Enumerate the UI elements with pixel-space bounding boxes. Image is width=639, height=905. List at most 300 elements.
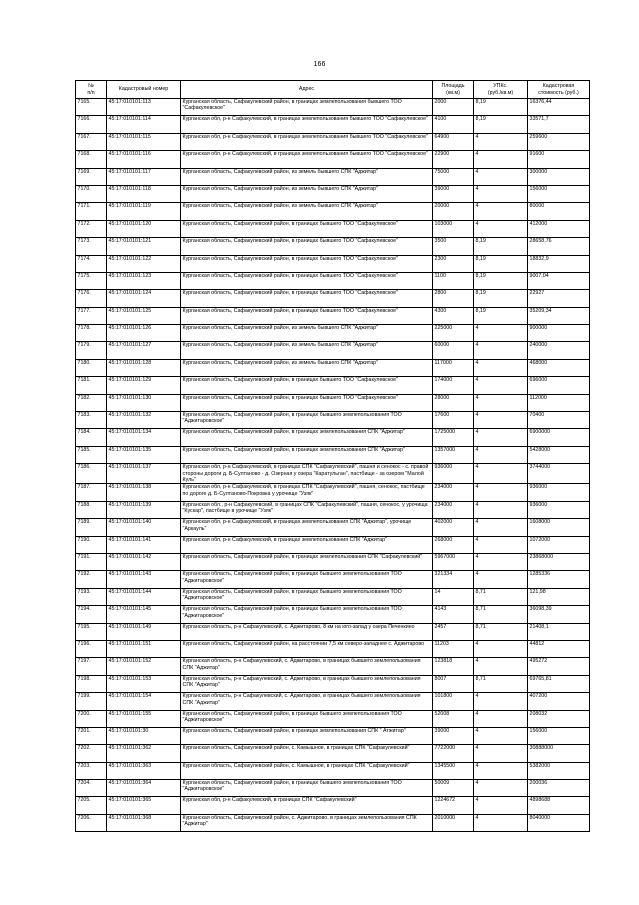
row-number-cell: 7185. (76, 446, 107, 463)
address-cell: Курганская обл, р-н Сафакулевский, в границах СПК "Сафакулевский", пашня, сенокос, пастбище по дороге д. Б-Султаново-Покровка у урочище "Узяк" (181, 484, 433, 501)
address-cell: Курганская область, Сафакулевский район, в границах землепользования бывшего ТОО "Сафакулевское" (181, 99, 433, 116)
upks-cell: 4 (474, 780, 528, 797)
row-number-cell: 7184. (76, 429, 107, 446)
page-number: 166 (313, 61, 326, 68)
cadastral-cost-cell: 21408,1 (528, 623, 590, 640)
upks-cell: 4 (474, 536, 528, 553)
cadastral-number-cell: 45:17:010101:126 (107, 325, 181, 342)
upks-cell: 4 (474, 133, 528, 150)
area-cell: 7722000 (433, 745, 474, 762)
upks-cell: 4 (474, 553, 528, 570)
cadastral-cost-cell: 240000 (528, 342, 590, 359)
area-cell: 11203 (433, 640, 474, 657)
cadastral-cost-cell: 18832,9 (528, 255, 590, 272)
address-cell: Курганская область, Сафакулевский район, в границах бывшего ТОО "Сафакулевское" (181, 377, 433, 394)
cadastral-cost-cell: 259600 (528, 133, 590, 150)
cadastral-cost-cell: 468000 (528, 359, 590, 376)
cadastral-cost-cell: 22927 (528, 290, 590, 307)
cadastral-number-cell: 45:17:010101:368 (107, 814, 181, 831)
upks-cell: 4 (474, 359, 528, 376)
area-cell: 75000 (433, 168, 474, 185)
cadastral-number-cell: 45:17:010101:137 (107, 464, 181, 484)
cadastral-number-cell: 45:17:010101:124 (107, 290, 181, 307)
header-cadastral-number: Кадастровый номер (107, 81, 181, 99)
upks-cell: 4 (474, 658, 528, 675)
cadastral-table (75, 80, 590, 832)
address-cell: Курганская область, р-н Сафакулевский, с. Аджитарово, в границах бывшего землепользования СПК "Аджитар" (181, 693, 433, 710)
address-cell: Курганская область, Сафакулевский район, в границах землепользования СПК "Аджитар" (181, 446, 433, 463)
cadastral-cost-cell: 70400 (528, 412, 590, 429)
upks-cell: 4 (474, 429, 528, 446)
cadastral-number-cell: 45:17:010101:151 (107, 640, 181, 657)
cadastral-cost-cell: 23868000 (528, 553, 590, 570)
area-cell: 2457 (433, 623, 474, 640)
area-cell: 225000 (433, 325, 474, 342)
address-cell: Курганская обл, р-н Сафакулевский, в границах землепользования бывшего ТОО "Сафакулевское" (181, 133, 433, 150)
row-number-cell: 7182. (76, 394, 107, 411)
row-number-cell: 7174. (76, 255, 107, 272)
cadastral-cost-cell: 36098,39 (528, 606, 590, 623)
cadastral-number-cell: 45:17:010101:149 (107, 623, 181, 640)
cadastral-cost-cell: 33571,7 (528, 116, 590, 133)
address-cell: Курганская область, Сафакулевский район, из земель бывшего СПК "Аджитар" (181, 342, 433, 359)
row-number-cell: 7169. (76, 168, 107, 185)
address-cell: Курганская область, Сафакулевский район, в границах землепользования СПК "Аджитар" (181, 429, 433, 446)
area-cell: 52008 (433, 710, 474, 727)
cadastral-number-cell: 45:17:010101:30 (107, 727, 181, 744)
table-row (76, 429, 590, 446)
address-cell: Курганская область, Сафакулевский район, в границах бывшего ТОО "Сафакулевское" (181, 220, 433, 237)
upks-cell: 8,19 (474, 99, 528, 116)
row-number-cell: 7198. (76, 675, 107, 692)
address-cell: Курганская обл, р-н Сафакулевский, в границах землепользования бывшего ТОО "Сафакулевское" (181, 116, 433, 133)
row-number-cell: 7195. (76, 623, 107, 640)
address-cell: Курганская область, Сафакулевский район, в границах бывшего ТОО "Сафакулевское" (181, 290, 433, 307)
address-cell: Курганская обл, р-н Сафакулевский, в границах СПК "Сафакулевский", пашня и сенокос - с. правой стороны дороги д. Б-Султаново - д. Озерная у озера "Каратульган", пастбище - за озером "Малой Куль" (181, 464, 433, 484)
address-cell: Курганская область, Сафакулевский район, с. Аджитарово, в границах землепользования СПК "Аджитар" (181, 814, 433, 831)
row-number-cell: 7196. (76, 640, 107, 657)
table-row (76, 342, 590, 359)
table-header-row (76, 81, 590, 99)
row-number-cell: 7172. (76, 220, 107, 237)
cadastral-cost-cell: 30888000 (528, 745, 590, 762)
table-row (76, 290, 590, 307)
table-row (76, 255, 590, 272)
upks-cell: 8,71 (474, 623, 528, 640)
area-cell: 17600 (433, 412, 474, 429)
area-cell: 2000 (433, 99, 474, 116)
upks-cell: 4 (474, 168, 528, 185)
table-row (76, 588, 590, 605)
cadastral-cost-cell: 156000 (528, 185, 590, 202)
address-cell: Курганская область, Сафакулевский район, на расстоянии 7,5 км северо-западнее с. Аджитарово (181, 640, 433, 657)
address-cell: Курганская область, Сафакулевский район, в границах бывшего ТОО "Сафакулевское" (181, 394, 433, 411)
cadastral-number-cell: 45:17:010101:117 (107, 168, 181, 185)
row-number-cell: 7180. (76, 359, 107, 376)
cadastral-number-cell: 45:17:010101:152 (107, 658, 181, 675)
cadastral-cost-cell: 44812 (528, 640, 590, 657)
table-row (76, 307, 590, 324)
upks-cell: 4 (474, 464, 528, 484)
upks-cell: 4 (474, 727, 528, 744)
address-cell: Курганская обл., р-н Сафакулевский, в границах СПК "Сафакулевский", пашня, сенокос, у урочища "Кускар", пастбище в урочище "Узяк" (181, 501, 433, 518)
row-number-cell: 7170. (76, 185, 107, 202)
table-row (76, 553, 590, 570)
cadastral-cost-cell: 5382000 (528, 762, 590, 779)
upks-cell: 8,19 (474, 238, 528, 255)
address-cell: Курганская обл, р-н Сафакулевский, в границах землепользования бывшего ТОО "Сафакулевское" (181, 151, 433, 168)
upks-cell: 4 (474, 484, 528, 501)
upks-cell: 4 (474, 446, 528, 463)
address-cell: Курганская область, Сафакулевский район, в границах бывшего ТОО "Сафакулевское" (181, 307, 433, 324)
cadastral-cost-cell: 28658,76 (528, 238, 590, 255)
address-cell: Курганская область, Сафакулевский район, в границах землепользования СПК " Атжитар" (181, 727, 433, 744)
table-row (76, 745, 590, 762)
area-cell: 2010000 (433, 814, 474, 831)
upks-cell: 8,19 (474, 272, 528, 289)
address-cell: Курганская область, р-н Сафакулевский, с. Аджитарово, 8 км на юго-запад у озера Печенкино (181, 623, 433, 640)
cadastral-number-cell: 45:17:010101:362 (107, 745, 181, 762)
address-cell: Курганская область, Сафакулевский район, с. Камышное, в границах СПК "Сафакулевский" (181, 745, 433, 762)
row-number-cell: 7191. (76, 553, 107, 570)
cadastral-number-cell: 45:17:010101:121 (107, 238, 181, 255)
row-number-cell: 7179. (76, 342, 107, 359)
upks-cell: 8,71 (474, 606, 528, 623)
upks-cell: 4 (474, 519, 528, 536)
cadastral-cost-cell: 1608000 (528, 519, 590, 536)
row-number-cell: 7192. (76, 571, 107, 588)
header-area: Площадь (кв.м) (433, 81, 474, 99)
upks-cell: 4 (474, 220, 528, 237)
row-number-cell: 7204. (76, 780, 107, 797)
table-row (76, 675, 590, 692)
header-num: № п/п (76, 81, 107, 99)
upks-cell: 4 (474, 151, 528, 168)
area-cell: 5967000 (433, 553, 474, 570)
cadastral-number-cell: 45:17:010101:134 (107, 429, 181, 446)
table-row (76, 606, 590, 623)
cadastral-cost-cell: 6900000 (528, 429, 590, 446)
area-cell: 268000 (433, 536, 474, 553)
cadastral-cost-cell: 35209,34 (528, 307, 590, 324)
row-number-cell: 7200. (76, 710, 107, 727)
cadastral-number-cell: 45:17:010101:141 (107, 536, 181, 553)
address-cell: Курганская область, Сафакулевский район, в границах бывшего ТОО "Сафакулевское" (181, 272, 433, 289)
area-cell: 20000 (433, 203, 474, 220)
row-number-cell: 7165. (76, 99, 107, 116)
cadastral-number-cell: 45:17:010101:132 (107, 412, 181, 429)
cadastral-number-cell: 45:17:010101:122 (107, 255, 181, 272)
cadastral-number-cell: 45:17:010101:145 (107, 606, 181, 623)
area-cell: 4300 (433, 307, 474, 324)
row-number-cell: 7175. (76, 272, 107, 289)
cadastral-number-cell: 45:17:010101:143 (107, 571, 181, 588)
cadastral-cost-cell: 91600 (528, 151, 590, 168)
upks-cell: 4 (474, 762, 528, 779)
row-number-cell: 7197. (76, 658, 107, 675)
cadastral-number-cell: 45:17:010101:128 (107, 359, 181, 376)
row-number-cell: 7167. (76, 133, 107, 150)
cadastral-number-cell: 45:17:010101:120 (107, 220, 181, 237)
header-upks: УПКс. (руб./кв.м) (474, 81, 528, 99)
table-body (76, 99, 590, 832)
row-number-cell: 7176. (76, 290, 107, 307)
cadastral-cost-cell: 900000 (528, 325, 590, 342)
area-cell: 234000 (433, 484, 474, 501)
area-cell: 101800 (433, 693, 474, 710)
table-row (76, 220, 590, 237)
table-row (76, 640, 590, 657)
area-cell: 39000 (433, 185, 474, 202)
table-row (76, 484, 590, 501)
upks-cell: 4 (474, 394, 528, 411)
upks-cell: 4 (474, 325, 528, 342)
cadastral-number-cell: 45:17:010101:116 (107, 151, 181, 168)
row-number-cell: 7187. (76, 484, 107, 501)
area-cell: 103000 (433, 220, 474, 237)
row-number-cell: 7205. (76, 797, 107, 814)
row-number-cell: 7193. (76, 588, 107, 605)
row-number-cell: 7202. (76, 745, 107, 762)
upks-cell: 4 (474, 797, 528, 814)
upks-cell: 8,19 (474, 255, 528, 272)
address-cell: Курганская область, Сафакулевский район, в границах бывшего ТОО "Сафакулевское" (181, 255, 433, 272)
table-row (76, 116, 590, 133)
cadastral-cost-cell: 1072000 (528, 536, 590, 553)
area-cell: 2800 (433, 290, 474, 307)
table-row (76, 658, 590, 675)
upks-cell: 4 (474, 203, 528, 220)
upks-cell: 8,19 (474, 116, 528, 133)
upks-cell: 4 (474, 377, 528, 394)
cadastral-cost-cell: 16376,44 (528, 99, 590, 116)
address-cell: Курганская обл, р-н Сафакулевский, в границах землепользования СПК "Аджитар", урочище "Аркауль" (181, 519, 433, 536)
area-cell: 402000 (433, 519, 474, 536)
area-cell: 1725000 (433, 429, 474, 446)
area-cell: 1224672 (433, 797, 474, 814)
cadastral-number-cell: 45:17:010101:154 (107, 693, 181, 710)
table-row (76, 780, 590, 797)
upks-cell: 4 (474, 501, 528, 518)
cadastral-number-cell: 45:17:010101:114 (107, 116, 181, 133)
area-cell: 64900 (433, 133, 474, 150)
cadastral-cost-cell: 208032 (528, 710, 590, 727)
table-row (76, 814, 590, 831)
address-cell: Курганская область, р-н Сафакулевский, с. Аджитарово, в границах бывшего землепользования СПК "Аджитар" (181, 658, 433, 675)
row-number-cell: 7183. (76, 412, 107, 429)
cadastral-number-cell: 45:17:010101:138 (107, 484, 181, 501)
table-row (76, 797, 590, 814)
upks-cell: 8,19 (474, 290, 528, 307)
cadastral-number-cell: 45:17:010101:363 (107, 762, 181, 779)
table-row (76, 571, 590, 588)
area-cell: 1345500 (433, 762, 474, 779)
cadastral-cost-cell: 200036 (528, 780, 590, 797)
address-cell: Курганская область, Сафакулевский район, из земель бывшего СПК "Аджитар" (181, 325, 433, 342)
table-row (76, 446, 590, 463)
cadastral-cost-cell: 495272 (528, 658, 590, 675)
address-cell: Курганская область, Сафакулевский район, в границах бывшего ТОО "Сафакулевское" (181, 238, 433, 255)
upks-cell: 4 (474, 342, 528, 359)
cadastral-cost-cell: 112000 (528, 394, 590, 411)
table-row (76, 710, 590, 727)
table-row (76, 359, 590, 376)
upks-cell: 8,19 (474, 307, 528, 324)
row-number-cell: 7186. (76, 464, 107, 484)
area-cell: 4100 (433, 116, 474, 133)
upks-cell: 4 (474, 710, 528, 727)
table-row (76, 536, 590, 553)
area-cell: 936000 (433, 464, 474, 484)
cadastral-number-cell: 45:17:010101:115 (107, 133, 181, 150)
table-row (76, 203, 590, 220)
area-cell: 8007 (433, 675, 474, 692)
cadastral-number-cell: 45:17:010101:113 (107, 99, 181, 116)
cadastral-cost-cell: 936000 (528, 484, 590, 501)
header-address: Адрес (181, 81, 433, 99)
area-cell: 39000 (433, 727, 474, 744)
address-cell: Курганская обл, р-н Сафакулевский, в границах землепользования СПК "Аджитар" (181, 536, 433, 553)
cadastral-cost-cell: 69765,81 (528, 675, 590, 692)
table-row (76, 412, 590, 429)
upks-cell: 4 (474, 745, 528, 762)
cadastral-number-cell: 45:17:010101:142 (107, 553, 181, 570)
row-number-cell: 7178. (76, 325, 107, 342)
address-cell: Курганская область, Сафакулевский район, в границах бывшего землепользования ТОО "Аджитаровское" (181, 412, 433, 429)
cadastral-number-cell: 45:17:010101:365 (107, 797, 181, 814)
cadastral-number-cell: 45:17:010101:139 (107, 501, 181, 518)
upks-cell: 4 (474, 185, 528, 202)
address-cell: Курганская обл, р-н Сафакулевский, в границах СПК "Сафакулевский" (181, 797, 433, 814)
table-row (76, 519, 590, 536)
cadastral-number-cell: 45:17:010101:130 (107, 394, 181, 411)
cadastral-cost-cell: 300000 (528, 168, 590, 185)
row-number-cell: 7189. (76, 519, 107, 536)
table-row (76, 99, 590, 116)
address-cell: Курганская область, Сафакулевский район, в границах землепользования СПК "Сафакулевский" (181, 553, 433, 570)
table-row (76, 238, 590, 255)
upks-cell: 4 (474, 412, 528, 429)
cadastral-cost-cell: 80000 (528, 203, 590, 220)
cadastral-number-cell: 45:17:010101:118 (107, 185, 181, 202)
row-number-cell: 7166. (76, 116, 107, 133)
header-cadastral-cost: Кадастровая стоимость (руб.) (528, 81, 590, 99)
cadastral-cost-cell: 8040000 (528, 814, 590, 831)
table-row (76, 325, 590, 342)
area-cell: 4143 (433, 606, 474, 623)
cadastral-cost-cell: 9007,04 (528, 272, 590, 289)
row-number-cell: 7194. (76, 606, 107, 623)
table-row (76, 762, 590, 779)
cadastral-number-cell: 45:17:010101:129 (107, 377, 181, 394)
table-row (76, 185, 590, 202)
row-number-cell: 7173. (76, 238, 107, 255)
area-cell: 2300 (433, 255, 474, 272)
address-cell: Курганская область, Сафакулевский район, из земель бывшего СПК "Аджитар" (181, 359, 433, 376)
area-cell: 22900 (433, 151, 474, 168)
table-row (76, 168, 590, 185)
cadastral-cost-cell: 4898688 (528, 797, 590, 814)
address-cell: Курганская область, Сафакулевский район, в границах бывшего землепользования ТОО "Аджитаровское" (181, 588, 433, 605)
row-number-cell: 7188. (76, 501, 107, 518)
upks-cell: 4 (474, 571, 528, 588)
cadastral-number-cell: 45:17:010101:155 (107, 710, 181, 727)
area-cell: 234000 (433, 501, 474, 518)
table-row (76, 623, 590, 640)
address-cell: Курганская область, р-н Сафакулевский, с. Аджитарово, в границах бывшего землепользования СПК "Аджитар" (181, 675, 433, 692)
cadastral-number-cell: 45:17:010101:153 (107, 675, 181, 692)
address-cell: Курганская область, Сафакулевский район, из земель бывшего СПК "Аджитар" (181, 185, 433, 202)
table-row (76, 272, 590, 289)
cadastral-number-cell: 45:17:010101:125 (107, 307, 181, 324)
address-cell: Курганская область, Сафакулевский район, в границах бывшего землепользования ТОО "Аджитаровское" (181, 606, 433, 623)
row-number-cell: 7181. (76, 377, 107, 394)
cadastral-number-cell: 45:17:010101:364 (107, 780, 181, 797)
upks-cell: 4 (474, 640, 528, 657)
cadastral-cost-cell: 156000 (528, 727, 590, 744)
area-cell: 28000 (433, 394, 474, 411)
row-number-cell: 7201. (76, 727, 107, 744)
table-row (76, 394, 590, 411)
row-number-cell: 7177. (76, 307, 107, 324)
cadastral-cost-cell: 407200 (528, 693, 590, 710)
area-cell: 60000 (433, 342, 474, 359)
cadastral-number-cell: 45:17:010101:144 (107, 588, 181, 605)
table-row (76, 501, 590, 518)
area-cell: 3500 (433, 238, 474, 255)
area-cell: 123818 (433, 658, 474, 675)
address-cell: Курганская область, Сафакулевский район, в границах бывшего землепользования ТОО "Аджитаровское" (181, 780, 433, 797)
row-number-cell: 7171. (76, 203, 107, 220)
cadastral-cost-cell: 121,98 (528, 588, 590, 605)
upks-cell: 4 (474, 693, 528, 710)
cadastral-cost-cell: 3744000 (528, 464, 590, 484)
address-cell: Курганская область, Сафакулевский район, из земель бывшего СПК "Аджитар" (181, 168, 433, 185)
upks-cell: 8,71 (474, 588, 528, 605)
table-row (76, 151, 590, 168)
address-cell: Курганская область, Сафакулевский район, в границах бывшего землепользования ТОО "Аджитаровское" (181, 710, 433, 727)
cadastral-number-cell: 45:17:010101:127 (107, 342, 181, 359)
address-cell: Курганская область, Сафакулевский район, в границах бывшего землепользования ТОО "Аджитаровское" (181, 571, 433, 588)
row-number-cell: 7203. (76, 762, 107, 779)
cadastral-cost-cell: 412000 (528, 220, 590, 237)
cadastral-cost-cell: 1285336 (528, 571, 590, 588)
area-cell: 14 (433, 588, 474, 605)
cadastral-cost-cell: 5428000 (528, 446, 590, 463)
cadastral-number-cell: 45:17:010101:123 (107, 272, 181, 289)
table-row (76, 133, 590, 150)
area-cell: 117000 (433, 359, 474, 376)
area-cell: 1100 (433, 272, 474, 289)
address-cell: Курганская область, Сафакулевский район, из земель бывшего СПК "Аджитар" (181, 203, 433, 220)
table-row (76, 693, 590, 710)
area-cell: 1357000 (433, 446, 474, 463)
area-cell: 50009 (433, 780, 474, 797)
table-row (76, 464, 590, 484)
row-number-cell: 7168. (76, 151, 107, 168)
row-number-cell: 7190. (76, 536, 107, 553)
area-cell: 174000 (433, 377, 474, 394)
area-cell: 321334 (433, 571, 474, 588)
table-row (76, 377, 590, 394)
cadastral-number-cell: 45:17:010101:119 (107, 203, 181, 220)
cadastral-number-cell: 45:17:010101:135 (107, 446, 181, 463)
row-number-cell: 7199. (76, 693, 107, 710)
cadastral-cost-cell: 696000 (528, 377, 590, 394)
upks-cell: 4 (474, 814, 528, 831)
cadastral-number-cell: 45:17:010101:140 (107, 519, 181, 536)
table-row (76, 727, 590, 744)
